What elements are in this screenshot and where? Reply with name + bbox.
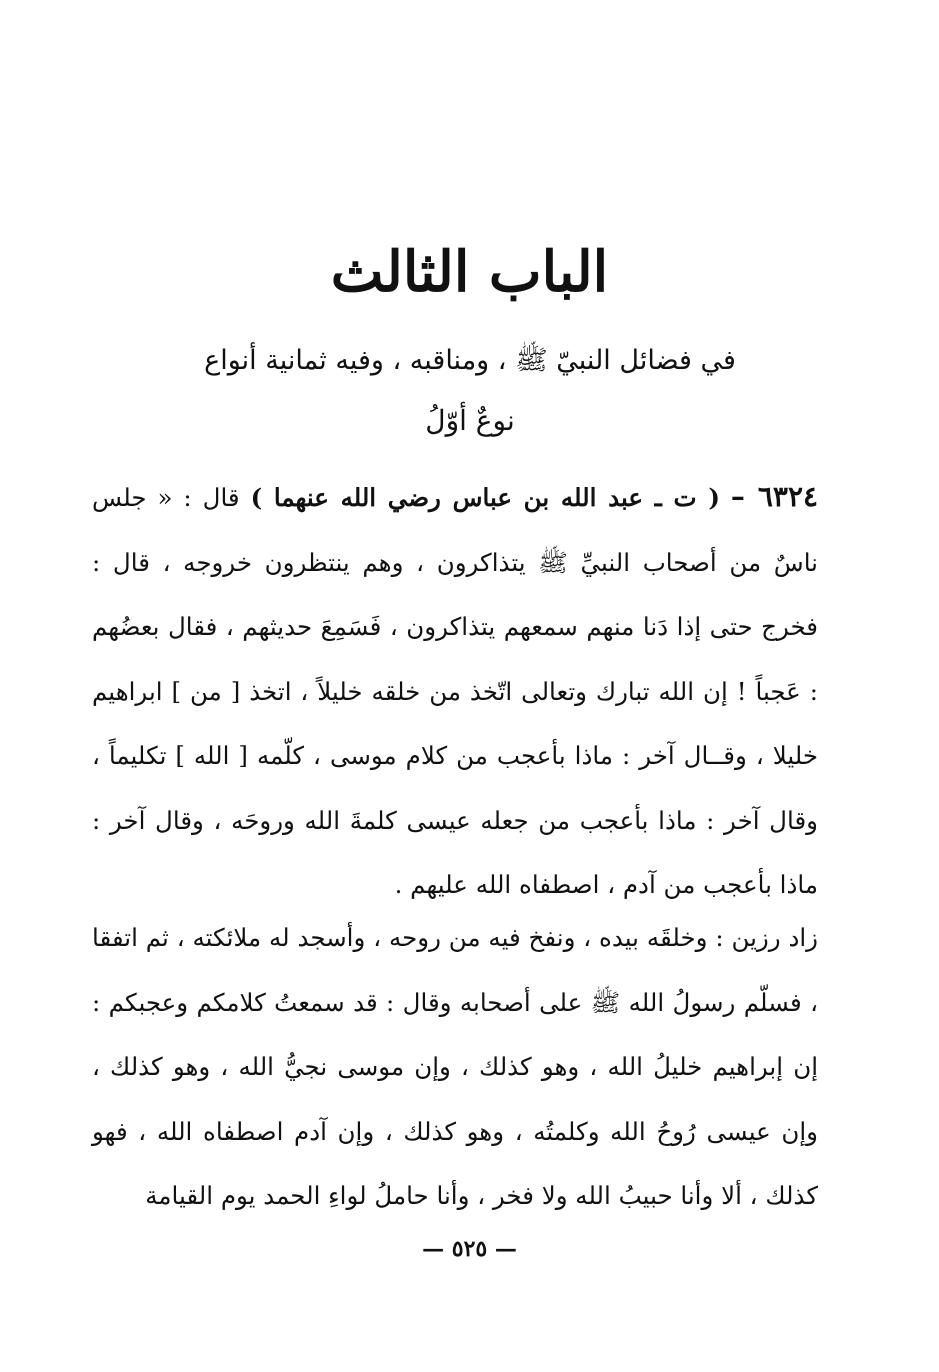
chapter-subtitle: في فضائل النبيّ ﷺ ، ومناقبه ، وفيه ثمانية أنواع bbox=[204, 345, 736, 376]
page-number: — ٥٢٥ — bbox=[422, 1236, 517, 1262]
hadith-source: ( ت ـ عبد الله بن عباس رضي الله عنهما ) bbox=[250, 483, 720, 512]
section-title: نوعٌ أوّلُ bbox=[425, 404, 515, 437]
hadith-paragraph-2: زاد رزين : وخلقَه بيده ، ونفخ فيه من روحه ، وأسجد له ملائكته ، ثم اتفقا ، فسلّم رسولُ الله ﷺ على أصحابه وقال : قد سمعتُ كلامكم وعجبكم : إن إبراهيم خليلُ الله ، وهو كذلك ، وإن موسى نجيُّ الله ، وهو كذلك ، وإن عيسى رُوحُ الله وكلمتُه ، وهو كذلك ، وإن آدم اصطفاه الله ، فهو كذلك ، ألا وأنا حبيبُ الله ولا فخر ، وأنا حاملُ لواءِ الحمد يوم القيامة bbox=[92, 923, 818, 1210]
hadith-text: قال : « جلس ناسٌ من أصحاب النبيِّ ﷺ يتذاكرون ، وهم ينتظرون خروجه ، قال : فخرج حتى إذا دَنا منهم سمعهم يتذاكرون ، فَسَمِعَ حديثهم ، فقال بعضُهم : عَجباً ! إن الله تبارك وتعالى اتّخذ من خلقه خليلاً ، اتخذ [ من ] ابراهيم خليلا ، وقــال آخر : ماذا بأعجب من كلام موسى ، كلّمه [ الله ] تكليماً ، وقال آخر : ماذا بأعجب من جعله عيسى كلمةَ الله وروحَه ، وقال آخر : ماذا بأعجب من آدم ، اصطفاه الله عليهم . bbox=[92, 483, 818, 899]
hadith-paragraph-1 bbox=[92, 465, 818, 918]
chapter-title: الباب الثالث bbox=[330, 239, 609, 305]
hadith-number: ٦٣٢٤ – bbox=[730, 480, 819, 513]
